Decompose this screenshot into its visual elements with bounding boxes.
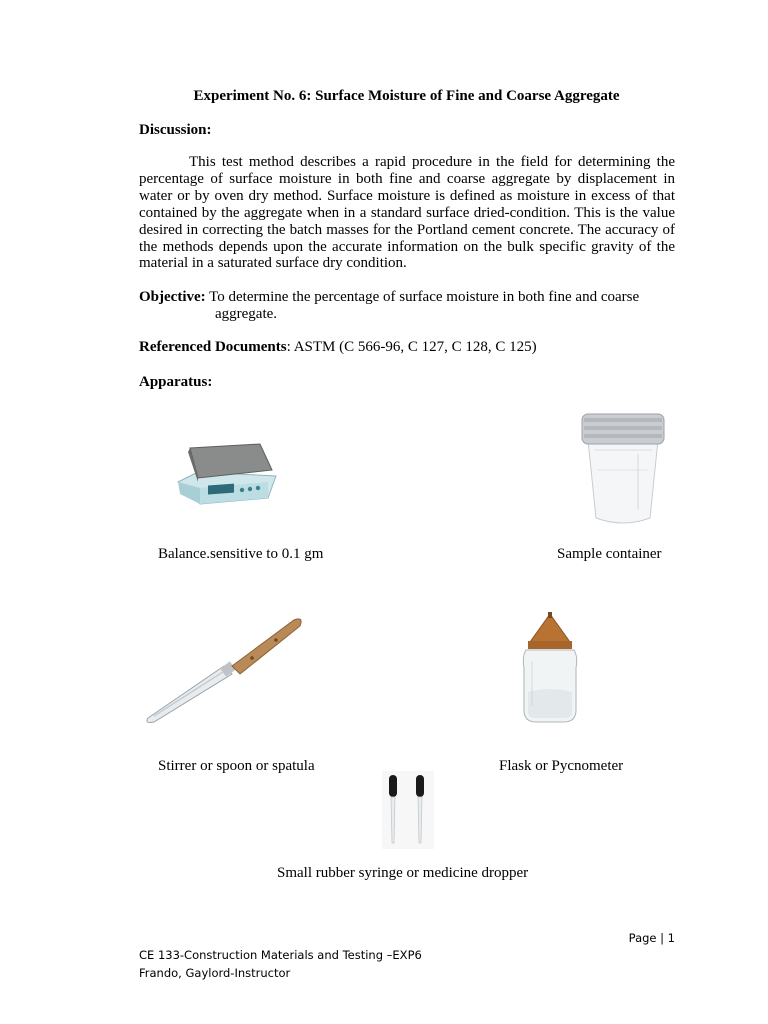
dropper-caption: Small rubber syringe or medicine dropper — [277, 865, 529, 881]
discussion-paragraph: This test method describes a rapid procedure in the field for determining the percentage of surface moisture in both fine and coarse aggregate by displacement in water or by oven dry method. Surface moisture is defined as moisture in excess of that contained by the aggregate when in a standard surface dried-condition. This is the value desired in correcting the batch masses for the Portland cement concrete. The accuracy of the methods depends upon the accurate information on the bulk specific gravity of the material in a saturated surface dry condition. — [139, 154, 675, 272]
flask-caption: Flask or Pycnometer — [499, 758, 624, 774]
apparatus-heading: Apparatus: — [139, 374, 213, 390]
discussion-heading: Discussion: — [139, 122, 212, 138]
spatula-image — [140, 612, 306, 724]
balance-image — [172, 438, 282, 508]
referenced-label: Referenced Documents — [139, 339, 287, 355]
referenced-documents — [139, 339, 537, 356]
footer-course: CE 133-Construction Materials and Testing –EXP6 — [139, 948, 422, 962]
objective-line1: To determine the percentage of surface moisture in both fine and coarse — [209, 289, 640, 305]
objective-block — [139, 289, 675, 323]
page-number: Page | 1 — [628, 931, 675, 945]
dropper-image — [382, 771, 434, 849]
balance-caption: Balance.sensitive to 0.1 gm — [158, 546, 324, 562]
container-caption: Sample container — [557, 546, 662, 562]
footer-instructor: Frando, Gaylord-Instructor — [139, 966, 291, 980]
document-title: Experiment No. 6: Surface Moisture of Fine and Coarse Aggregate — [193, 88, 620, 104]
container-image — [580, 410, 666, 528]
objective-label: Objective: — [139, 289, 206, 305]
spatula-caption: Stirrer or spoon or spatula — [158, 758, 315, 774]
flask-image — [518, 612, 582, 724]
objective-line2: aggregate. — [215, 306, 278, 322]
referenced-text: : ASTM (C 566-96, C 127, C 128, C 125) — [286, 339, 537, 355]
